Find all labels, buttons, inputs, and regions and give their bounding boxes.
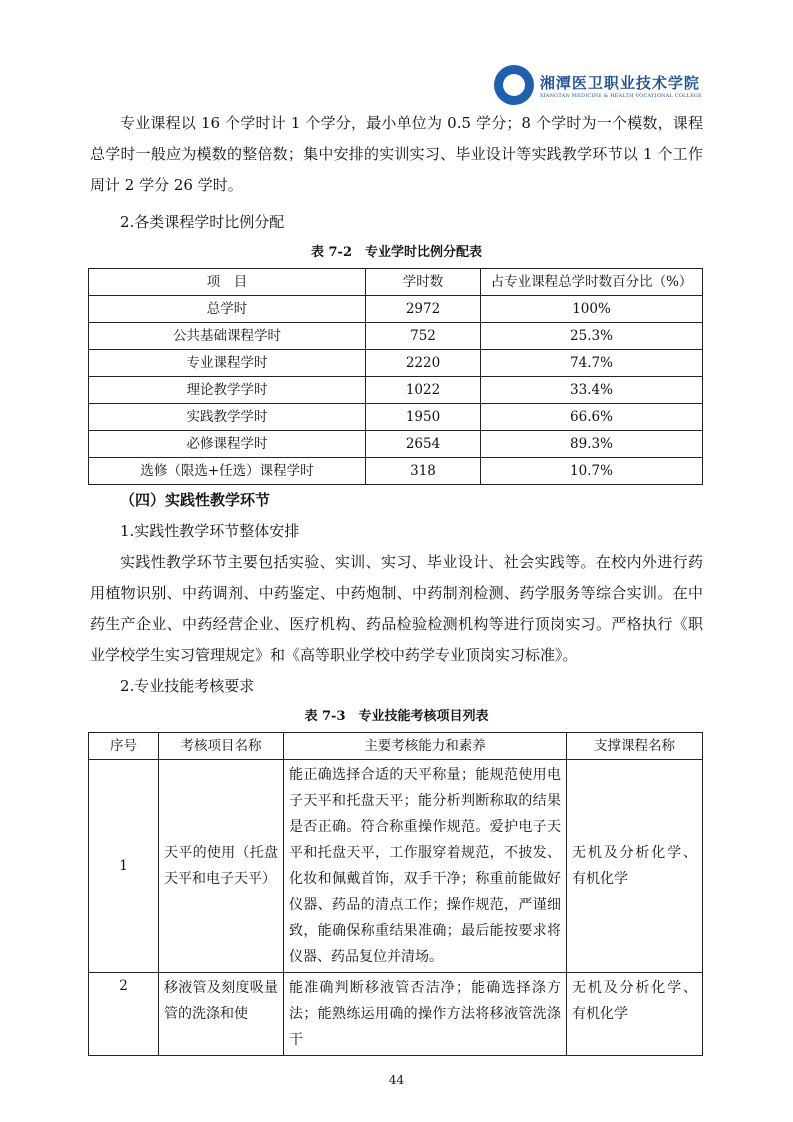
college-seal-icon	[494, 65, 534, 105]
table-header-row	[89, 733, 703, 760]
percentage-value: 25.3%	[481, 323, 703, 350]
supporting-courses: 无机及分析化学、有机化学	[567, 760, 703, 973]
table-row	[89, 404, 703, 431]
column-header: 主要考核能力和素养	[284, 733, 567, 760]
skill-assessment-table	[88, 732, 703, 1056]
row-number: 1	[89, 760, 159, 973]
row-label: 专业课程学时	[89, 350, 366, 377]
row-label: 实践教学学时	[89, 404, 366, 431]
hours-ratio-table	[88, 268, 703, 485]
hours-value: 752	[366, 323, 481, 350]
row-label: 总学时	[89, 296, 366, 323]
supporting-courses: 无机及分析化学、有机化学	[567, 973, 703, 1056]
column-header: 占专业课程总学时数百分比（%）	[481, 269, 703, 296]
item-name: 移液管及刻度吸量管的洗涤和使	[159, 973, 284, 1056]
percentage-value: 74.7%	[481, 350, 703, 377]
column-header: 项 目	[89, 269, 366, 296]
percentage-value: 10.7%	[481, 458, 703, 485]
row-label: 公共基础课程学时	[89, 323, 366, 350]
percentage-value: 89.3%	[481, 431, 703, 458]
hours-value: 2220	[366, 350, 481, 377]
row-label: 选修（限选+任选）课程学时	[89, 458, 366, 485]
intro-paragraph: 专业课程以 16 个学时计 1 个学分，最小单位为 0.5 学分；8 个学时为一个模数，课程总学时一般应为模数的整倍数；集中安排的实训实习、毕业设计等实践教学环节以 1 个工作周计 2 学分 26 学时。	[90, 114, 703, 194]
percentage-value: 33.4%	[481, 377, 703, 404]
table-row	[89, 458, 703, 485]
column-header: 学时数	[366, 269, 481, 296]
practice-paragraph: 实践性教学环节主要包括实验、实训、实习、毕业设计、社会实践等。在校内外进行药用植物识别、中药调剂、中药鉴定、中药炮制、中药制剂检测、药学服务等综合实训。在中药生产企业、中药经营企业、医疗机构、药品检验检测机构等进行顶岗实习。严格执行《职业学校学生实习管理规定》和《高等职业学校中药学专业顶岗实习标准》。	[90, 553, 703, 664]
row-label: 必修课程学时	[89, 431, 366, 458]
section-heading-practice: （四）实践性教学环节	[120, 491, 271, 509]
subheading-skill-assessment: 2.专业技能考核要求	[120, 677, 255, 695]
hours-value: 318	[366, 458, 481, 485]
row-label: 理论教学学时	[89, 377, 366, 404]
logo-english-name: XIANGTAN MEDICINE & HEALTH VOCATIONAL COLLEGE	[539, 92, 702, 99]
heading-hours-ratio: 2.各类课程学时比例分配	[120, 213, 285, 231]
table-row	[89, 350, 703, 377]
hours-value: 2654	[366, 431, 481, 458]
table-row	[89, 323, 703, 350]
column-header: 支撑课程名称	[567, 733, 703, 760]
percentage-value: 100%	[481, 296, 703, 323]
logo-chinese-name: 湘潭医卫职业技术学院	[539, 73, 700, 92]
column-header: 考核项目名称	[159, 733, 284, 760]
college-logo	[90, 62, 793, 108]
table-row	[89, 973, 703, 1056]
row-number: 2	[89, 973, 159, 1056]
table-row	[89, 377, 703, 404]
table2-caption: 表 7-3 专业技能考核项目列表	[304, 709, 489, 724]
subheading-practice-arrangement: 1.实践性教学环节整体安排	[120, 522, 300, 540]
table-row	[89, 431, 703, 458]
page-number: 44	[388, 1073, 405, 1087]
table1-caption: 表 7-2 专业学时比例分配表	[310, 245, 482, 260]
table-row	[89, 296, 703, 323]
table-row	[89, 760, 703, 973]
column-header: 序号	[89, 733, 159, 760]
item-name: 天平的使用（托盘天平和电子天平）	[159, 760, 284, 973]
ability-requirements: 能准确判断移液管否洁净；能确选择涤方法；能熟练运用确的操作方法将移液管洗涤干	[284, 973, 567, 1056]
table-header-row	[89, 269, 703, 296]
hours-value: 2972	[366, 296, 481, 323]
hours-value: 1950	[366, 404, 481, 431]
ability-requirements: 能正确选择合适的天平称量；能规范使用电子天平和托盘天平；能分析判断称取的结果是否正确。符合称重操作规范。爱护电子天平和托盘天平，工作服穿着规范，不披发、化妆和佩戴首饰，双手干净；称重前能做好仪器、药品的清点工作；操作规范，严谨细致，能确保称重结果准确；最后能按要求将仪器、药品复位并清场。	[284, 760, 567, 973]
percentage-value: 66.6%	[481, 404, 703, 431]
hours-value: 1022	[366, 377, 481, 404]
